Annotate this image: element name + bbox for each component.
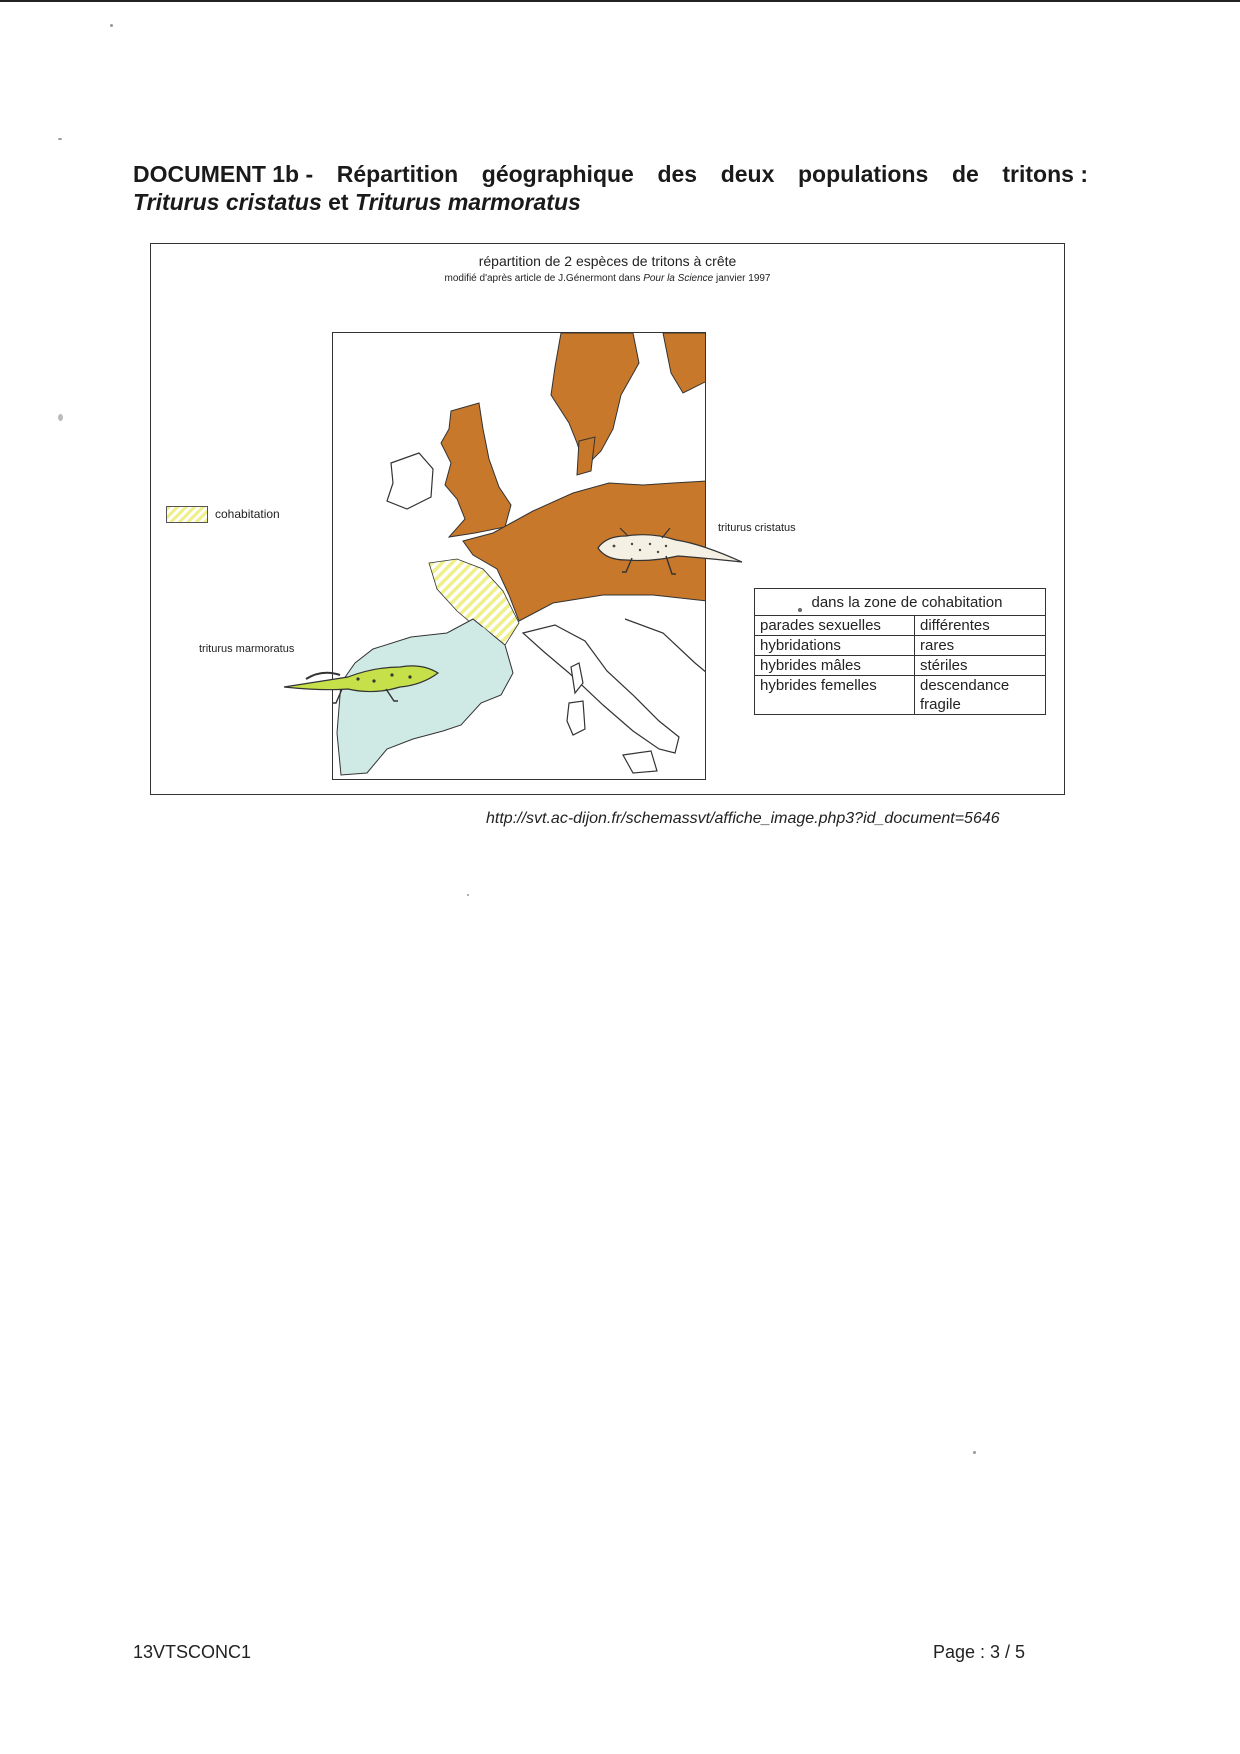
cohabitation-info-table (754, 588, 1046, 715)
title-word: Répartition (336, 161, 459, 187)
great-britain-region (441, 403, 511, 537)
newt-marmoratus-illustration (282, 655, 442, 711)
denmark-region (577, 437, 595, 475)
table-row (755, 636, 1046, 656)
table-header (755, 589, 1046, 616)
title-word: des (657, 161, 698, 187)
scan-edge-line (0, 0, 1240, 2)
species-name-cristatus: Triturus cristatus (133, 189, 322, 215)
table-header-text: dans la zone de cohabitation (811, 593, 1003, 611)
table-row (755, 656, 1046, 676)
species-name-marmoratus: Triturus marmoratus (354, 189, 581, 215)
scan-speck (467, 894, 469, 896)
scan-speck (110, 24, 113, 27)
table-header-row (755, 589, 1046, 616)
title-word: géographique (481, 161, 634, 187)
scandinavia-region (551, 333, 639, 467)
title-line-2 (133, 188, 1088, 216)
sardinia-island (567, 701, 585, 735)
table-cell: stériles (915, 656, 1046, 676)
document-title (133, 160, 1088, 216)
finland-region (663, 333, 706, 393)
table-cell: hybridations (755, 636, 915, 656)
newt-cristatus-illustration (592, 522, 746, 584)
title-connector: et (328, 189, 349, 215)
legend-cohabitation-label: cohabitation (215, 507, 280, 521)
balkan-outline (625, 619, 706, 673)
label-triturus-marmoratus: triturus marmoratus (199, 643, 295, 655)
bullet-dot (798, 608, 802, 612)
figure-subtitle (150, 273, 1065, 284)
table-cell: parades sexuelles (755, 616, 915, 636)
title-word: populations (798, 161, 929, 187)
table-cell: hybrides mâles (755, 656, 915, 676)
scan-speck (58, 414, 63, 421)
title-word: DOCUMENT 1b - (133, 161, 314, 187)
subtitle-journal: Pour la Science (643, 273, 714, 284)
subtitle-suffix: janvier 1997 (716, 273, 771, 284)
table-cell: rares (915, 636, 1046, 656)
sicily-island (623, 751, 657, 773)
scan-speck (58, 138, 62, 140)
source-url-link[interactable]: http://svt.ac-dijon.fr/schemassvt/affiche_image.php3?id_document=5646 (486, 810, 1000, 827)
table-cell: différentes (915, 616, 1046, 636)
label-triturus-cristatus: triturus cristatus (718, 522, 796, 534)
table-cell: descendance fragile (915, 676, 1046, 715)
italy-outline (523, 625, 679, 753)
title-word: tritons : (1002, 161, 1088, 187)
table-row (755, 676, 1046, 715)
title-word: de (951, 161, 979, 187)
scan-speck (973, 1451, 976, 1454)
subtitle-prefix: modifié d'après article de J.Génermont dans (444, 273, 641, 284)
figure-title: répartition de 2 espèces de tritons à crête (478, 253, 737, 269)
title-line-1 (133, 160, 1088, 188)
title-word: deux (720, 161, 775, 187)
footer-document-code: 13VTSCONC1 (133, 1642, 252, 1662)
legend-cohabitation-swatch (166, 506, 208, 523)
footer-page-number: Page : 3 / 5 (933, 1642, 1026, 1662)
ireland-region (387, 453, 433, 509)
table-row (755, 616, 1046, 636)
table-cell: hybrides femelles (755, 676, 915, 715)
